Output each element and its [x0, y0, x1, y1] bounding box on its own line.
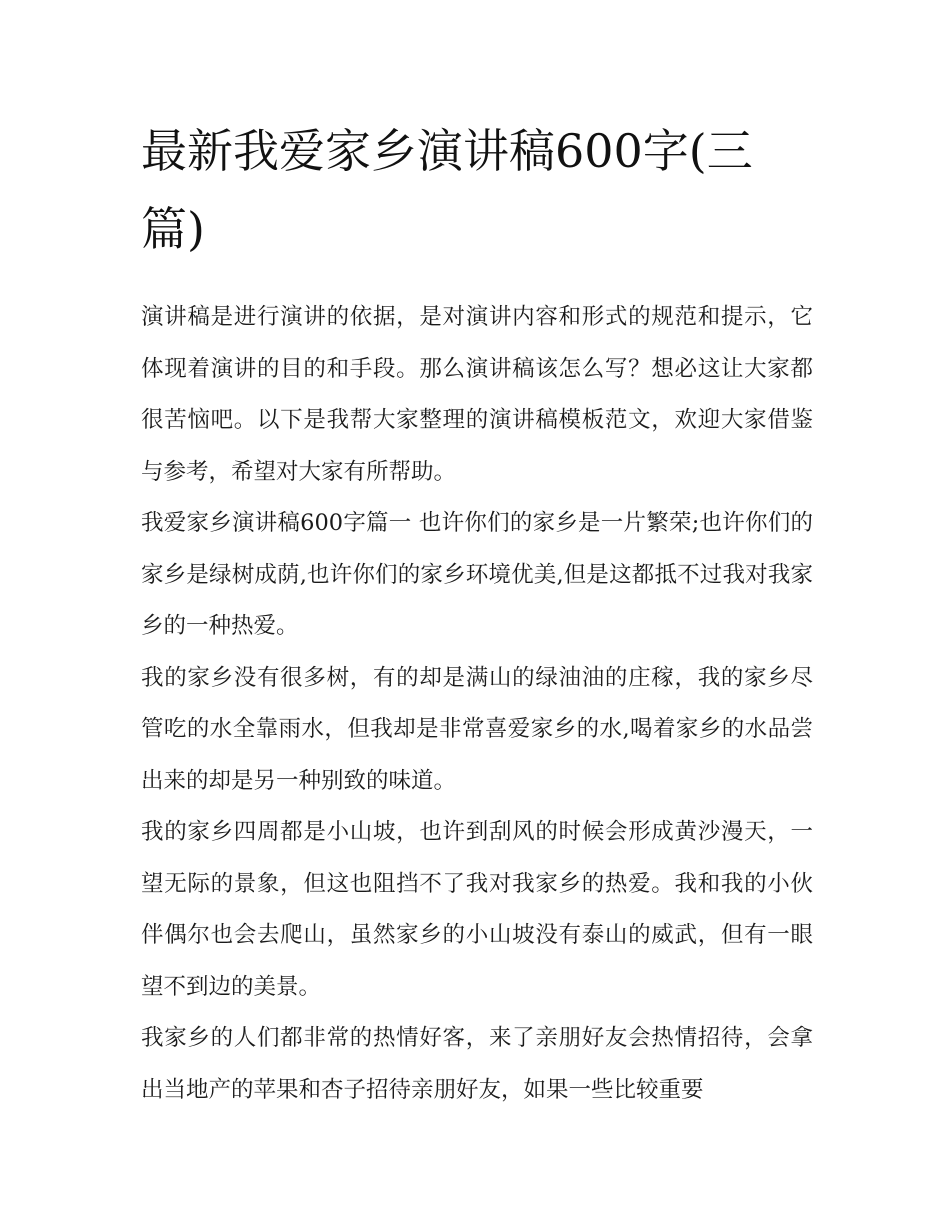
paragraph-water: 我的家乡没有很多树，有的却是满山的绿油油的庄稼，我的家乡尽管吃的水全靠雨水，但我却是非常喜爱家乡的水,喝着家乡的水品尝出来的却是另一种别致的味道。: [141, 664, 813, 794]
paragraph-people: 我家乡的人们都非常的热情好客，来了亲朋好友会热情招待，会拿出当地产的苹果和杏子招待亲朋好友，如果一些比较重要: [141, 1025, 813, 1103]
paragraph-hills: 我的家乡四周都是小山坡，也许到刮风的时候会形成黄沙漫天，一望无际的景象，但这也阻挡不了我对我家乡的热爱。我和我的小伙伴偶尔也会去爬山，虽然家乡的小山坡没有泰山的威武，但有一眼望不到边的美景。: [141, 819, 813, 1000]
document-body: [141, 112, 813, 1116]
paragraph-intro: 演讲稿是进行演讲的依据，是对演讲内容和形式的规范和提示，它体现着演讲的目的和手段。那么演讲稿该怎么写？想必这让大家都很苦恼吧。以下是我帮大家整理的演讲稿模板范文，欢迎大家借鉴与参考，希望对大家有所帮助。: [141, 304, 813, 485]
document-title: 最新我爱家乡演讲稿600字(三篇): [141, 124, 753, 256]
paragraph-speech-one: 我爱家乡演讲稿600字篇一 也许你们的家乡是一片繁荣;也许你们的家乡是绿树成荫,也许你们的家乡环境优美,但是这都抵不过我对我家乡的一种热爱。: [141, 510, 813, 639]
